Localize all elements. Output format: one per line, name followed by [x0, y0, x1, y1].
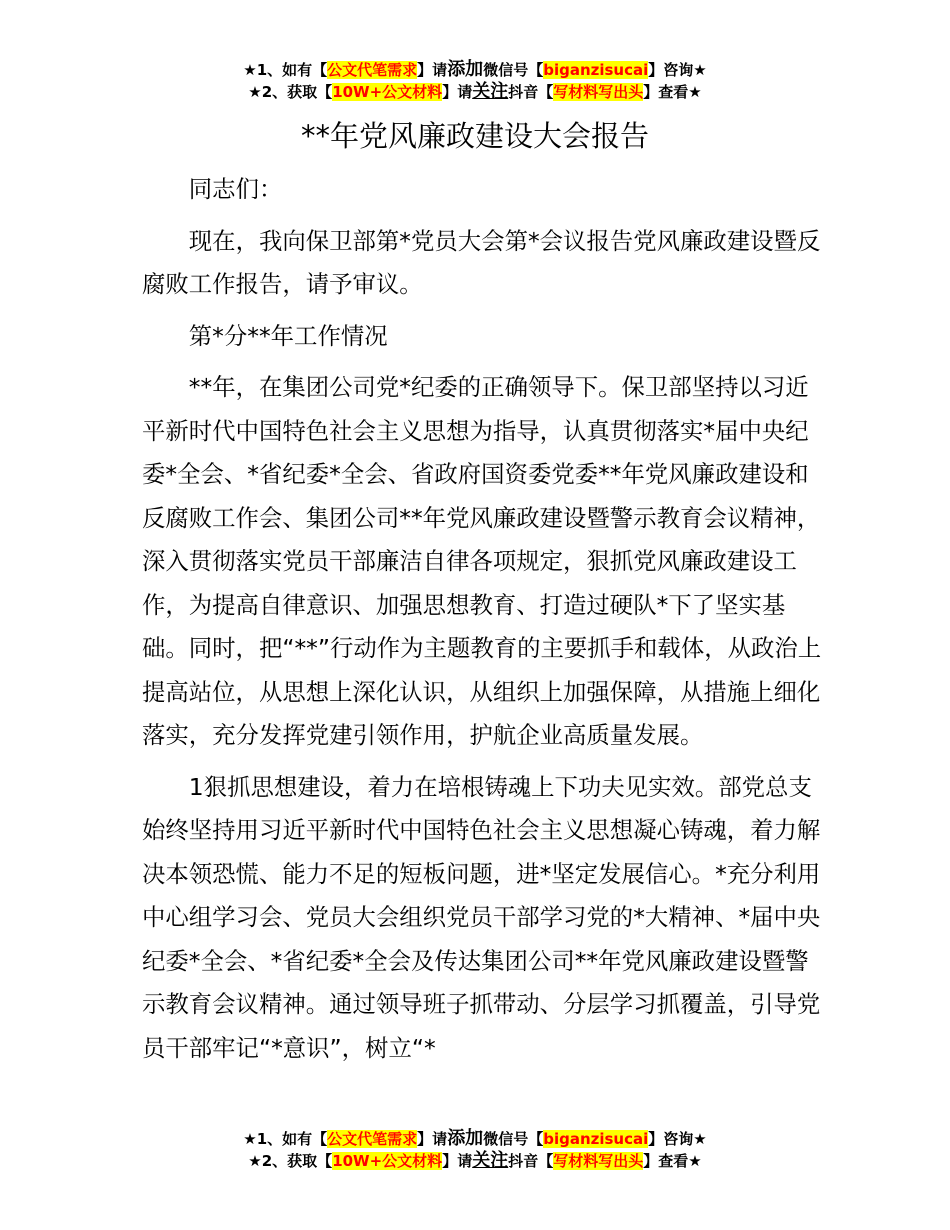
banner-text: 抖音【	[508, 1152, 554, 1170]
banner-text: ★1、如有【	[243, 1130, 328, 1148]
banner-line-1	[0, 1128, 950, 1150]
banner-text: ★2、获取【	[248, 83, 333, 101]
header-banner	[0, 59, 950, 103]
banner-highlight: 写材料写出头	[553, 1152, 644, 1170]
banner-text: 】查看★	[643, 1152, 702, 1170]
banner-highlight: biganzisucai	[543, 61, 649, 79]
paragraph: 现在，我向保卫部第*党员大会第*会议报告党风廉政建设暨反腐败工作报告，请予审议。	[142, 226, 821, 298]
banner-emphasis: 关注	[472, 1150, 509, 1171]
banner-text: ★2、获取【	[248, 1152, 333, 1170]
banner-text: 】咨询★	[648, 1130, 707, 1148]
banner-text: 抖音【	[508, 83, 554, 101]
banner-text: 】咨询★	[648, 61, 707, 79]
section-heading: 第*分**年工作情况	[188, 321, 388, 350]
banner-line-2	[0, 81, 950, 103]
banner-highlight: 公文代笔需求	[327, 61, 418, 79]
paragraph-salutation: 同志们：	[188, 175, 283, 203]
banner-text: 】请	[442, 1152, 473, 1170]
banner-text: 】请	[417, 1130, 448, 1148]
banner-highlight: 10W+公文材料	[332, 1152, 443, 1170]
banner-line-2	[0, 1150, 950, 1172]
banner-text: ★1、如有【	[243, 61, 328, 79]
document-body	[142, 168, 832, 1078]
banner-highlight: 写材料写出头	[553, 83, 644, 101]
paragraph: 1狠抓思想建设，着力在培根铸魂上下功夫见实效。部党总支始终坚持用习近平新时代中国特色社会主义思想凝心铸魂，着力解决本领恐慌、能力不足的短板问题，进*坚定发展信心。*充分利用中心组学习会、党员大会组织党员干部学习党的*大精神、*届中央纪委*全会、*省纪委*全会及传达集团公司**年党风廉政建设暨警示教育会议精神。通过领导班子抓带动、分层学习抓覆盖，引导党员干部牢记“*意识”，树立“*	[142, 772, 821, 1062]
banner-highlight: 公文代笔需求	[327, 1130, 418, 1148]
document-title: **年党风廉政建设大会报告	[300, 119, 649, 153]
banner-text: 】请	[442, 83, 473, 101]
banner-text: 】查看★	[643, 83, 702, 101]
footer-banner	[0, 1128, 950, 1172]
banner-emphasis: 添加	[447, 1128, 484, 1149]
banner-text: 微信号【	[483, 1130, 544, 1148]
banner-emphasis: 关注	[472, 81, 509, 102]
banner-line-1	[0, 59, 950, 81]
paragraph: **年，在集团公司党*纪委的正确领导下。保卫部坚持以习近平新时代中国特色社会主义思想为指导，认真贯彻落实*届中央纪委*全会、*省纪委*全会、省政府国资委党委**年党风廉政建设和反腐败工作会、集团公司**年党风廉政建设暨警示教育会议精神，深入贯彻落实党员干部廉洁自律各项规定，狠抓党风廉政建设工作，为提高自律意识、加强思想教育、打造过硬队*下了坚实基础。同时，把“**”行动作为主题教育的主要抓手和载体，从政治上提高站位，从思想上深化认识，从组织上加强保障，从措施上细化落实，充分发挥党建引领作用，护航企业高质量发展。	[142, 373, 822, 749]
banner-highlight: 10W+公文材料	[332, 83, 443, 101]
banner-text: 】请	[417, 61, 448, 79]
banner-highlight: biganzisucai	[543, 1130, 649, 1148]
banner-text: 微信号【	[483, 61, 544, 79]
banner-emphasis: 添加	[447, 59, 484, 80]
